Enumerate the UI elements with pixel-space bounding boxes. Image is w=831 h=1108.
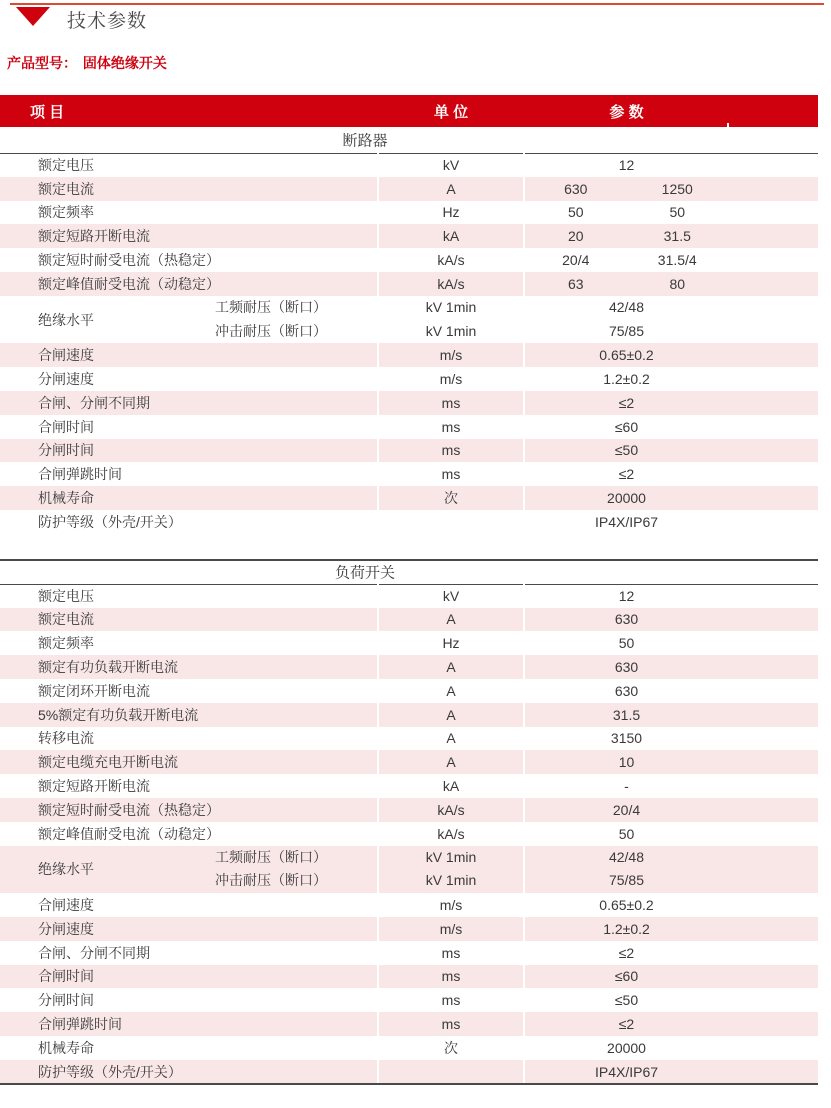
param-value: ≤2 bbox=[618, 466, 635, 483]
unit-cell: ms bbox=[441, 992, 461, 1009]
param-value: 1250 bbox=[661, 180, 693, 197]
param-values bbox=[525, 754, 728, 770]
item-label: 合闸速度 bbox=[38, 897, 94, 913]
item-cell bbox=[0, 391, 377, 415]
product-model-value: 固体绝缘开关 bbox=[82, 55, 167, 71]
item-cell bbox=[0, 703, 377, 727]
section-1 bbox=[0, 559, 818, 1086]
unit-cell bbox=[379, 510, 523, 534]
unit-cell: ms bbox=[379, 965, 523, 989]
param-value: ≤60 bbox=[614, 418, 639, 435]
table-row bbox=[0, 343, 818, 367]
param-values bbox=[525, 181, 728, 197]
unit-cell: Hz bbox=[442, 635, 460, 652]
item-label: 额定电压 bbox=[38, 157, 94, 174]
param-values bbox=[525, 157, 728, 173]
item-label: 额定闭环开断电流 bbox=[38, 682, 150, 699]
param-cell bbox=[525, 798, 818, 822]
group-subrow-label: 冲击耐压（断口） bbox=[215, 872, 327, 889]
table-row bbox=[0, 750, 818, 774]
item-label: 合闸时间 bbox=[38, 418, 94, 435]
item-cell bbox=[0, 727, 377, 751]
table-row bbox=[0, 272, 818, 296]
param-values bbox=[525, 992, 728, 1008]
item-label: 合闸速度 bbox=[38, 347, 94, 364]
item-label: 额定频率 bbox=[38, 635, 94, 652]
param-values bbox=[525, 204, 728, 220]
item-cell bbox=[0, 846, 377, 894]
item-cell bbox=[0, 917, 377, 941]
unit-cell: ms bbox=[441, 944, 461, 961]
item-label: 额定电压 bbox=[38, 588, 94, 605]
param-value: 31.5 bbox=[612, 706, 641, 723]
param-cell bbox=[525, 727, 818, 751]
col-header-unit: 单 位 bbox=[433, 103, 469, 121]
param-value: 50 bbox=[669, 204, 686, 221]
param-cell bbox=[525, 750, 818, 774]
param-cell bbox=[525, 703, 818, 727]
spec-table bbox=[0, 95, 818, 1085]
param-values bbox=[525, 252, 728, 268]
table-row bbox=[0, 655, 818, 679]
item-label: 额定电流 bbox=[38, 611, 94, 628]
group-subrow-label: 冲击耐压（断口） bbox=[215, 322, 327, 339]
item-label: 额定短时耐受电流（热稳定） bbox=[38, 252, 220, 269]
triangle-marker-icon bbox=[16, 7, 50, 26]
table-row bbox=[0, 1012, 818, 1036]
item-cell bbox=[0, 679, 377, 703]
param-value: 1.2±0.2 bbox=[603, 371, 650, 388]
param-cell bbox=[525, 893, 818, 917]
param-cell bbox=[525, 439, 818, 463]
group-label: 绝缘水平 bbox=[38, 861, 94, 878]
param-cell bbox=[525, 584, 818, 608]
param-cell bbox=[525, 846, 818, 894]
param-value: 20/4 bbox=[562, 252, 590, 269]
table-row bbox=[0, 510, 818, 534]
item-cell bbox=[0, 1060, 377, 1084]
table-row bbox=[0, 822, 818, 846]
item-cell bbox=[0, 1012, 377, 1036]
unit-cell: ms bbox=[441, 466, 461, 483]
item-label: 转移电流 bbox=[38, 730, 94, 747]
item-cell bbox=[0, 774, 377, 798]
param-value: 50 bbox=[618, 635, 635, 652]
table-row bbox=[0, 798, 818, 822]
top-divider bbox=[10, 3, 824, 5]
item-label: 额定峰值耐受电流（动稳定） bbox=[38, 825, 220, 842]
section-title-row bbox=[0, 127, 818, 153]
param-values bbox=[525, 228, 728, 244]
param-value: 80 bbox=[669, 275, 686, 292]
section-title: 断路器 bbox=[342, 132, 388, 150]
param-cell bbox=[525, 941, 818, 965]
item-label: 额定短时耐受电流（热稳定） bbox=[38, 801, 220, 818]
unit-cell: m/s bbox=[439, 897, 463, 913]
unit-cell: ms bbox=[441, 418, 461, 435]
unit-cell: A bbox=[379, 655, 523, 679]
item-label: 额定峰值耐受电流（动稳定） bbox=[38, 275, 220, 292]
param-value: 3150 bbox=[610, 730, 643, 747]
item-cell bbox=[0, 893, 377, 917]
item-label: 额定电流 bbox=[38, 180, 94, 197]
unit-cell: ms bbox=[379, 1012, 523, 1036]
param-values bbox=[525, 778, 728, 794]
param-cell bbox=[525, 177, 818, 201]
param-lines bbox=[525, 296, 728, 344]
param-value: 31.5 bbox=[663, 228, 691, 245]
param-value: 10 bbox=[618, 754, 635, 771]
unit-cell: kV bbox=[379, 584, 523, 608]
param-cell bbox=[525, 822, 818, 846]
unit-cell: 次 bbox=[444, 1039, 458, 1056]
table-row bbox=[0, 941, 818, 965]
col-header-param: 参 数 bbox=[609, 103, 644, 121]
param-value: 20/4 bbox=[612, 801, 641, 818]
param-values bbox=[525, 921, 728, 937]
param-cell bbox=[525, 153, 818, 177]
unit-value: kV 1min bbox=[425, 872, 477, 889]
unit-cell: kA bbox=[379, 224, 523, 248]
param-values bbox=[525, 683, 728, 699]
col-header-item: 项 目 bbox=[30, 103, 65, 121]
group-sublabels bbox=[215, 296, 327, 344]
unit-lines bbox=[379, 846, 523, 894]
param-value: 630 bbox=[614, 611, 639, 628]
item-label: 分闸速度 bbox=[38, 920, 94, 937]
table-header-row bbox=[0, 95, 818, 127]
table-row bbox=[0, 608, 818, 632]
item-cell bbox=[0, 272, 377, 296]
table-row bbox=[0, 439, 818, 463]
param-value: 630 bbox=[614, 682, 639, 699]
table-row bbox=[0, 201, 818, 225]
item-cell bbox=[0, 822, 377, 846]
param-value: 630 bbox=[614, 659, 639, 676]
unit-value: kV 1min bbox=[425, 848, 477, 865]
param-cell bbox=[525, 343, 818, 367]
param-cell bbox=[525, 486, 818, 510]
table-row bbox=[0, 1060, 818, 1084]
item-cell bbox=[0, 248, 377, 272]
table-row bbox=[0, 462, 818, 486]
table-row bbox=[0, 391, 818, 415]
param-cell bbox=[525, 965, 818, 989]
unit-cell: A bbox=[379, 608, 523, 632]
unit-cell: kA/s bbox=[437, 252, 465, 269]
param-value: 20 bbox=[567, 228, 584, 245]
item-label: 额定有功负载开断电流 bbox=[38, 659, 178, 676]
table-row bbox=[0, 415, 818, 439]
param-cell bbox=[525, 248, 818, 272]
group-label: 绝缘水平 bbox=[38, 311, 94, 328]
item-cell bbox=[0, 584, 377, 608]
item-label: 合闸、分闸不同期 bbox=[38, 944, 150, 961]
param-values bbox=[525, 707, 728, 723]
item-cell bbox=[0, 201, 377, 225]
param-value: - bbox=[624, 778, 629, 795]
table-row bbox=[0, 224, 818, 248]
page-title: 技术参数 bbox=[67, 11, 148, 32]
param-value: 75/85 bbox=[608, 872, 645, 889]
item-label: 额定短路开断电流 bbox=[38, 778, 150, 795]
param-lines bbox=[525, 846, 728, 894]
item-cell bbox=[0, 367, 377, 391]
table-row bbox=[0, 846, 818, 894]
unit-cell bbox=[379, 296, 523, 344]
table-row bbox=[0, 584, 818, 608]
param-value: 12 bbox=[618, 157, 635, 174]
item-label: 5%额定有功负载开断电流 bbox=[38, 706, 199, 723]
unit-cell: m/s bbox=[379, 917, 523, 941]
unit-cell bbox=[379, 846, 523, 894]
item-cell bbox=[0, 965, 377, 989]
unit-cell: A bbox=[446, 730, 456, 747]
param-value: ≤2 bbox=[618, 944, 635, 961]
section-title-row bbox=[0, 559, 818, 584]
param-cell bbox=[525, 296, 818, 344]
param-cell bbox=[525, 988, 818, 1012]
param-value: 20000 bbox=[607, 1039, 646, 1056]
product-model-label: 产品型号： bbox=[7, 55, 77, 71]
table-row bbox=[0, 486, 818, 510]
table-row bbox=[0, 367, 818, 391]
param-values bbox=[525, 466, 728, 482]
param-values bbox=[525, 968, 728, 984]
table-row bbox=[0, 248, 818, 272]
param-value: 0.65±0.2 bbox=[599, 897, 654, 913]
item-label: 额定电缆充电开断电流 bbox=[38, 754, 178, 771]
param-cell bbox=[525, 774, 818, 798]
param-value: 630 bbox=[564, 180, 588, 197]
unit-cell: A bbox=[446, 682, 456, 699]
item-cell bbox=[0, 177, 377, 201]
param-value: ≤60 bbox=[614, 968, 639, 985]
item-label: 合闸、分闸不同期 bbox=[38, 394, 150, 411]
item-label: 分闸时间 bbox=[38, 442, 94, 459]
item-label: 机械寿命 bbox=[38, 1039, 94, 1056]
param-values bbox=[525, 659, 728, 675]
item-cell bbox=[0, 655, 377, 679]
param-values bbox=[525, 514, 728, 530]
param-values bbox=[525, 490, 728, 506]
item-cell bbox=[0, 296, 377, 344]
item-cell bbox=[0, 415, 377, 439]
param-value: 0.65±0.2 bbox=[599, 347, 654, 364]
item-cell bbox=[0, 224, 377, 248]
unit-cell: A bbox=[379, 703, 523, 727]
table-row bbox=[0, 774, 818, 798]
param-cell bbox=[525, 679, 818, 703]
param-values bbox=[525, 442, 728, 458]
param-values bbox=[525, 1040, 728, 1056]
param-cell bbox=[525, 391, 818, 415]
unit-cell: m/s bbox=[439, 371, 463, 388]
table-row bbox=[0, 177, 818, 201]
unit-cell: ms bbox=[379, 439, 523, 463]
unit-cell: m/s bbox=[379, 343, 523, 367]
item-label: 机械寿命 bbox=[38, 490, 94, 507]
item-label: 合闸时间 bbox=[38, 968, 94, 985]
unit-cell: A bbox=[379, 750, 523, 774]
item-cell bbox=[0, 631, 377, 655]
unit-cell: kA/s bbox=[379, 798, 523, 822]
param-values bbox=[525, 347, 728, 363]
param-value: ≤2 bbox=[618, 1015, 635, 1032]
param-values bbox=[525, 1016, 728, 1032]
param-value: 31.5/4 bbox=[657, 252, 697, 269]
item-label: 合闸弹跳时间 bbox=[38, 466, 122, 483]
unit-lines bbox=[379, 296, 523, 344]
param-cell bbox=[525, 272, 818, 296]
item-cell bbox=[0, 510, 377, 534]
param-value: IP4X/IP67 bbox=[594, 1063, 659, 1080]
param-values bbox=[525, 371, 728, 387]
item-cell bbox=[0, 439, 377, 463]
param-values bbox=[525, 588, 728, 604]
param-cell bbox=[525, 367, 818, 391]
unit-cell: kA bbox=[442, 778, 460, 795]
unit-cell: 次 bbox=[379, 486, 523, 510]
param-value: 1.2±0.2 bbox=[603, 920, 650, 937]
item-label: 防护等级（外壳/开关） bbox=[38, 513, 182, 530]
item-cell bbox=[0, 750, 377, 774]
product-model-line bbox=[7, 53, 169, 73]
param-cell bbox=[525, 917, 818, 941]
param-values bbox=[525, 1064, 728, 1080]
item-cell bbox=[0, 608, 377, 632]
param-values bbox=[525, 730, 728, 746]
table-row bbox=[0, 893, 818, 917]
item-cell bbox=[0, 343, 377, 367]
param-cell bbox=[525, 655, 818, 679]
param-cell bbox=[525, 201, 818, 225]
group-subrow-label: 工频耐压（断口） bbox=[215, 298, 327, 315]
param-values bbox=[525, 897, 728, 913]
param-value: 50 bbox=[618, 825, 635, 842]
table-row bbox=[0, 296, 818, 344]
param-value: ≤50 bbox=[614, 442, 639, 459]
param-values bbox=[525, 635, 728, 651]
param-cell bbox=[525, 510, 818, 534]
table-row bbox=[0, 727, 818, 751]
item-label: 额定频率 bbox=[38, 204, 94, 221]
param-cell bbox=[525, 462, 818, 486]
param-value: 42/48 bbox=[608, 848, 645, 865]
param-cell bbox=[525, 1036, 818, 1060]
table-body bbox=[0, 127, 818, 1085]
param-cell bbox=[525, 1012, 818, 1036]
item-label: 分闸速度 bbox=[38, 371, 94, 388]
param-cell bbox=[525, 224, 818, 248]
table-row bbox=[0, 988, 818, 1012]
param-value: 75/85 bbox=[608, 322, 645, 339]
param-value: 63 bbox=[567, 275, 584, 292]
table-row bbox=[0, 917, 818, 941]
unit-cell: A bbox=[379, 177, 523, 201]
param-value: 20000 bbox=[607, 490, 646, 507]
unit-cell: ms bbox=[379, 391, 523, 415]
param-cell bbox=[525, 631, 818, 655]
table-row bbox=[0, 965, 818, 989]
param-cell bbox=[525, 415, 818, 439]
group-sublabels bbox=[215, 846, 327, 894]
table-row bbox=[0, 631, 818, 655]
table-row bbox=[0, 1036, 818, 1060]
param-values bbox=[525, 945, 728, 961]
item-cell bbox=[0, 798, 377, 822]
param-value: 12 bbox=[618, 588, 635, 605]
param-values bbox=[525, 276, 728, 292]
item-label: 额定短路开断电流 bbox=[38, 228, 150, 245]
table-row bbox=[0, 679, 818, 703]
item-cell bbox=[0, 153, 377, 177]
item-cell bbox=[0, 988, 377, 1012]
param-value: IP4X/IP67 bbox=[594, 513, 659, 530]
table-row bbox=[0, 703, 818, 727]
param-values bbox=[525, 611, 728, 627]
item-cell bbox=[0, 462, 377, 486]
param-cell bbox=[525, 608, 818, 632]
param-value: ≤2 bbox=[618, 394, 635, 411]
item-cell bbox=[0, 941, 377, 965]
unit-value: kV 1min bbox=[425, 322, 477, 339]
item-label: 防护等级（外壳/开关） bbox=[38, 1063, 182, 1080]
section-title: 负荷开关 bbox=[334, 564, 395, 582]
param-values bbox=[525, 826, 728, 842]
table-row bbox=[0, 153, 818, 177]
item-label: 分闸时间 bbox=[38, 992, 94, 1009]
item-cell bbox=[0, 486, 377, 510]
param-cell bbox=[525, 1060, 818, 1084]
unit-cell: Hz bbox=[442, 204, 460, 221]
item-label: 合闸弹跳时间 bbox=[38, 1015, 122, 1032]
unit-cell: kV bbox=[379, 153, 523, 177]
unit-cell: kA/s bbox=[379, 272, 523, 296]
unit-cell bbox=[379, 1060, 523, 1084]
item-cell bbox=[0, 1036, 377, 1060]
unit-cell: kA/s bbox=[437, 825, 465, 842]
param-value: ≤50 bbox=[614, 992, 639, 1009]
param-value: 42/48 bbox=[608, 298, 645, 315]
param-value: 50 bbox=[567, 204, 584, 221]
param-values bbox=[525, 802, 728, 818]
section-0 bbox=[0, 127, 818, 534]
group-subrow-label: 工频耐压（断口） bbox=[215, 848, 327, 865]
param-values bbox=[525, 419, 728, 435]
unit-value: kV 1min bbox=[425, 298, 477, 315]
param-values bbox=[525, 395, 728, 411]
